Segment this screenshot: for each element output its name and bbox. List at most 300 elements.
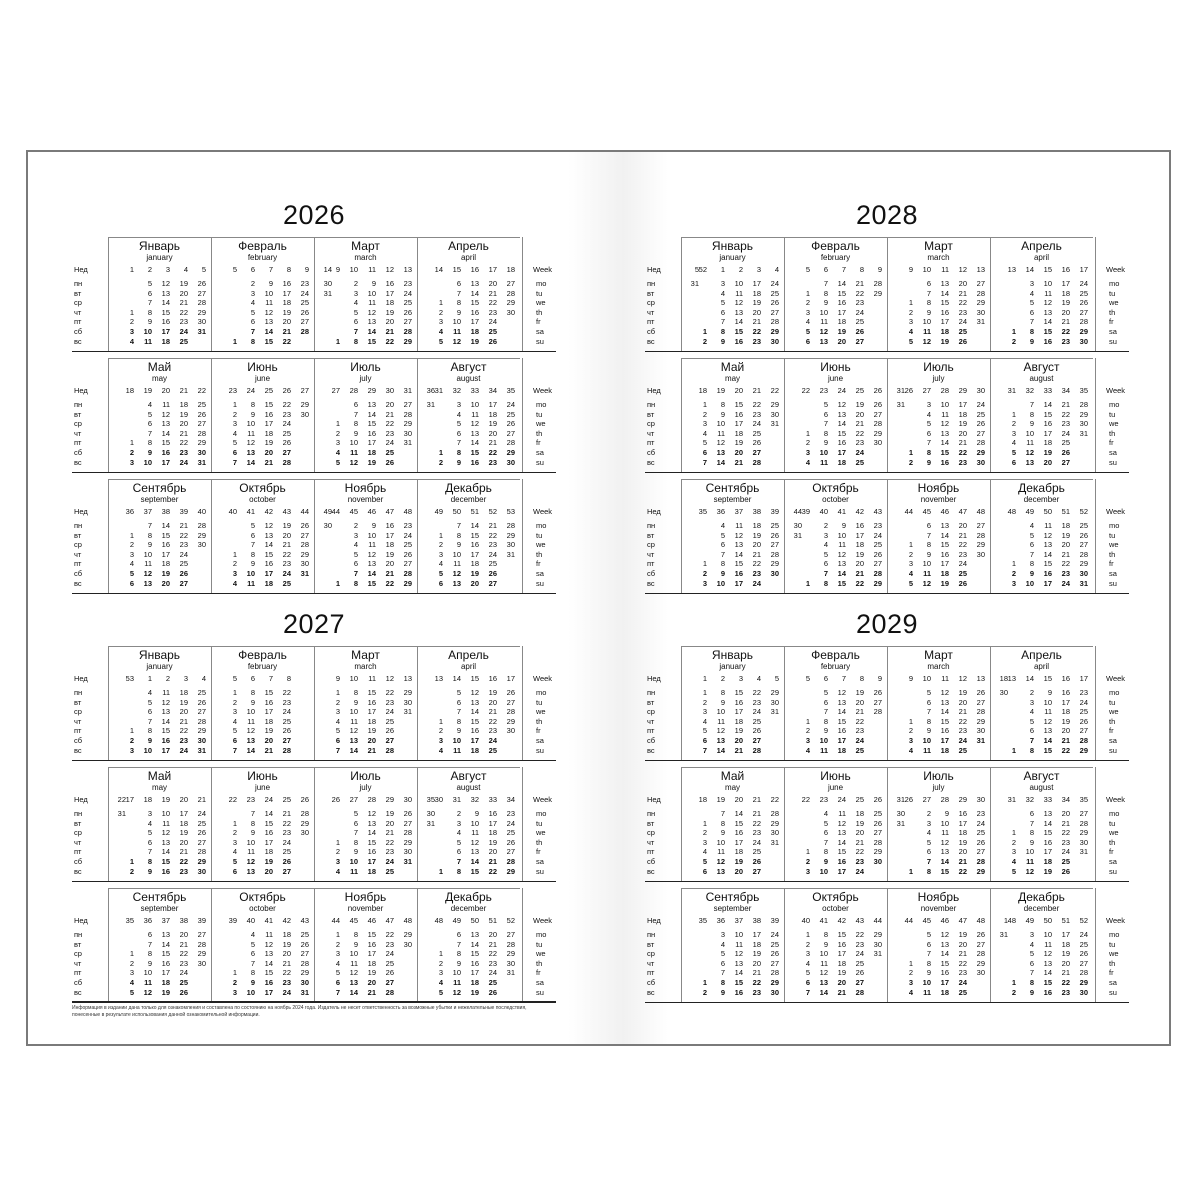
day-cell: 22	[752, 818, 761, 828]
week-number: 34	[1061, 795, 1070, 804]
quarter-row	[72, 644, 556, 765]
day-cell: 11	[471, 409, 479, 419]
day-cell: 10	[264, 288, 273, 298]
day-cell: 2	[805, 298, 810, 308]
week-number: 32	[1025, 386, 1034, 395]
day-cell: 20	[161, 578, 170, 588]
day-cell: 13	[367, 559, 376, 569]
weekday-label: пт	[647, 317, 655, 327]
day-cell: 4	[353, 298, 358, 308]
day-cell: 17	[470, 317, 479, 327]
day-cell: 14	[161, 521, 170, 530]
week-number: 32	[1025, 795, 1034, 804]
day-cell: 22	[282, 336, 291, 346]
day-cell: 6	[720, 958, 725, 968]
day-cell: 13	[264, 317, 273, 327]
day-cell: 24	[488, 968, 497, 978]
day-cell: 16	[161, 736, 170, 745]
week-number: 43	[873, 507, 882, 516]
weekday-label: пн	[74, 400, 83, 409]
day-cell: 20	[488, 428, 497, 438]
day-cell: 14	[1043, 818, 1052, 828]
day-cell: 31	[403, 707, 412, 717]
day-cell: 9	[926, 457, 931, 467]
week-number: 2	[738, 265, 743, 274]
day-cell: 21	[1061, 968, 1070, 978]
week-number: 29	[367, 386, 376, 395]
day-cell: 16	[1043, 419, 1052, 429]
month-name-ru: Июнь	[247, 360, 278, 374]
day-cell: 30	[403, 939, 412, 949]
day-cell: 17	[385, 530, 394, 540]
day-cell: 3	[1011, 847, 1016, 857]
quarter-row	[72, 235, 556, 356]
day-cell: 25	[403, 540, 412, 550]
month-may	[108, 356, 211, 477]
day-cell: 2	[1011, 837, 1016, 847]
day-cell: 28	[976, 857, 985, 866]
month-top-rule	[681, 237, 784, 238]
day-cell: 4	[908, 569, 913, 578]
day-cell: 11	[923, 569, 931, 578]
day-cell: 15	[470, 448, 479, 457]
day-cell: 2	[353, 521, 358, 530]
week-number: 15	[470, 674, 479, 683]
day-cell: 2	[702, 987, 707, 997]
day-cell: 28	[300, 540, 309, 550]
day-cell: 5	[353, 809, 358, 818]
day-cell: 5	[438, 987, 443, 997]
day-cell: 24	[770, 279, 779, 288]
day-cell: 24	[752, 707, 761, 717]
day-cell: 13	[470, 279, 479, 288]
weekday-label: sa	[536, 569, 544, 578]
week-number: 1	[147, 674, 152, 683]
day-cell: 3	[353, 288, 358, 298]
day-cell: 16	[367, 697, 376, 707]
month-name-ru: Сентябрь	[705, 890, 760, 904]
day-cell: 18	[734, 716, 743, 726]
day-cell: 7	[720, 809, 725, 818]
week-number: 16	[1061, 265, 1070, 274]
week-number: 48	[976, 916, 985, 925]
day-cell: 28	[197, 939, 206, 949]
day-cell: 5	[702, 857, 707, 866]
day-cell: 16	[734, 987, 743, 997]
week-number: 12	[385, 265, 394, 274]
week-number: 10	[349, 674, 358, 683]
day-cell: 10	[734, 279, 743, 288]
day-cell: 18	[367, 866, 376, 876]
day-cell: 25	[179, 336, 188, 346]
day-cell: 3	[335, 707, 340, 717]
day-cell: 25	[1079, 521, 1088, 530]
day-cell: 28	[197, 428, 206, 438]
day-cell: 22	[958, 540, 967, 550]
day-cell: 16	[837, 857, 846, 866]
day-cell: 13	[940, 428, 949, 438]
week-number: 13	[403, 265, 412, 274]
month-may	[681, 356, 784, 477]
weekday-label: вт	[74, 530, 82, 540]
day-cell: 12	[1043, 716, 1052, 726]
day-cell: 22	[179, 438, 188, 448]
day-cell: 22	[385, 578, 394, 588]
week-number: 48	[1007, 916, 1016, 925]
day-cell: 12	[922, 578, 931, 588]
day-cell: 14	[161, 939, 170, 949]
weekday-label: sa	[1109, 327, 1117, 336]
month-april	[990, 644, 1093, 765]
day-cell: 24	[855, 307, 864, 317]
day-cell: 26	[976, 419, 985, 429]
month-february	[784, 235, 887, 356]
month-name-ru: Июль	[350, 769, 381, 783]
day-cell: 15	[1043, 978, 1052, 987]
day-cell: 23	[1079, 688, 1088, 697]
column-divider	[522, 358, 523, 472]
day-cell: 2	[232, 409, 237, 419]
day-cell: 1	[438, 298, 443, 308]
weekday-label: сб	[74, 736, 83, 745]
day-cell: 23	[179, 866, 188, 876]
day-cell: 2	[353, 279, 358, 288]
day-cell: 24	[282, 987, 291, 997]
day-cell: 30	[999, 688, 1008, 697]
day-cell: 1	[805, 288, 810, 298]
day-cell: 26	[976, 930, 985, 939]
day-cell: 30	[197, 958, 206, 968]
weekday-label: fr	[536, 847, 541, 857]
week-number: 13	[1007, 265, 1016, 274]
day-cell: 2	[702, 336, 707, 346]
day-cell: 20	[855, 697, 864, 707]
month-name-en: april	[460, 662, 477, 671]
month-name-en: may	[151, 783, 168, 792]
day-cell: 2	[702, 828, 707, 838]
day-cell: 17	[488, 818, 497, 828]
day-cell: 27	[770, 540, 779, 550]
month-name-ru: Июль	[923, 769, 954, 783]
day-cell: 13	[734, 307, 743, 317]
day-cell: 8	[353, 930, 358, 939]
day-cell: 16	[367, 847, 376, 857]
month-january	[681, 644, 784, 765]
day-cell: 30	[197, 317, 206, 327]
day-cell: 29	[403, 837, 412, 847]
week-number: 52	[506, 916, 515, 925]
month-top-rule	[417, 358, 520, 359]
day-cell: 24	[282, 837, 291, 847]
day-cell: 27	[873, 559, 882, 569]
week-number: 31	[896, 386, 905, 395]
disclaimer-footnote: Информация в издании дана только для ознакомления и составлена по состоянию на ноябрь 2024 года. Издатель не несет ответственность за возможные убытки и нежелательные последствия, понесенные в результате использования данной ознакомительной информации.	[72, 1005, 527, 1018]
day-cell: 29	[770, 688, 779, 697]
day-cell: 21	[958, 438, 967, 448]
day-cell: 5	[823, 818, 828, 828]
day-cell: 19	[385, 307, 394, 317]
day-cell: 13	[1043, 307, 1052, 317]
day-cell: 1	[908, 866, 913, 876]
weekday-labels-en	[522, 644, 556, 765]
day-cell: 12	[452, 987, 461, 997]
day-cell: 23	[855, 438, 864, 448]
day-cell: 6	[353, 559, 358, 569]
day-cell: 8	[720, 559, 725, 569]
weekday-label: сб	[647, 857, 656, 866]
day-cell: 1	[129, 307, 134, 317]
day-cell: 5	[456, 837, 461, 847]
day-cell: 13	[940, 939, 949, 949]
weekday-labels-ru	[72, 235, 108, 356]
day-cell: 26	[752, 726, 761, 736]
day-cell: 11	[717, 716, 725, 726]
day-cell: 4	[147, 818, 152, 828]
month-top-rule	[108, 358, 211, 359]
day-cell: 30	[300, 978, 309, 987]
weekday-label: sa	[1109, 736, 1117, 745]
day-cell: 21	[282, 809, 291, 818]
week-number: 17	[488, 265, 497, 274]
week-number: 45	[922, 916, 931, 925]
week-number: 28	[349, 386, 358, 395]
day-cell: 19	[161, 987, 170, 997]
day-cell: 10	[716, 707, 725, 717]
week-number: 31	[452, 795, 461, 804]
week-number: 52	[1079, 507, 1088, 516]
day-cell: 30	[300, 828, 309, 838]
day-cell: 25	[752, 716, 761, 726]
day-cell: 9	[823, 939, 828, 949]
week-number: 10	[349, 265, 358, 274]
day-cell: 4	[438, 745, 443, 755]
day-cell: 2	[335, 847, 340, 857]
day-cell: 3	[129, 327, 134, 336]
week-number: 44	[873, 916, 882, 925]
weekday-label: пт	[647, 438, 655, 448]
day-cell: 28	[403, 327, 412, 336]
week-number: 35	[698, 507, 707, 516]
month-name-ru: Август	[450, 769, 487, 783]
day-cell: 10	[1025, 847, 1034, 857]
week-number: 40	[819, 507, 828, 516]
day-cell: 1	[805, 716, 810, 726]
week-number: 28	[940, 795, 949, 804]
week-number: 51	[470, 507, 479, 516]
day-cell: 2	[805, 438, 810, 448]
weekday-label: пт	[74, 968, 82, 978]
day-cell: 5	[147, 697, 152, 707]
day-cell: 13	[246, 736, 255, 745]
day-cell: 25	[282, 716, 291, 726]
day-cell: 21	[855, 707, 864, 717]
weekday-label: tu	[536, 409, 543, 419]
day-cell: 15	[367, 837, 376, 847]
day-cell: 4	[805, 457, 810, 467]
day-cell: 17	[1043, 578, 1052, 588]
week-number: 29	[958, 795, 967, 804]
day-cell: 25	[855, 317, 864, 327]
day-cell: 18	[1043, 438, 1052, 448]
month-name-en: october	[822, 904, 849, 913]
week-number: 21	[752, 386, 761, 395]
week-number: 14	[452, 674, 461, 683]
day-cell: 18	[282, 298, 291, 308]
day-cell: 25	[385, 448, 394, 457]
month-june	[784, 356, 887, 477]
week-number: 16	[488, 674, 497, 683]
day-cell: 7	[250, 958, 255, 968]
week-number: 17	[506, 674, 515, 683]
day-cell: 1	[335, 837, 340, 847]
day-cell: 18	[470, 978, 479, 987]
day-cell: 25	[752, 847, 761, 857]
week-number: 6	[250, 674, 255, 683]
day-cell: 1	[702, 327, 707, 336]
week-number: 50	[452, 507, 461, 516]
day-cell: 23	[752, 569, 761, 578]
week-number: 7	[268, 674, 273, 683]
day-cell: 23	[976, 809, 985, 818]
day-cell: 26	[197, 828, 206, 838]
day-cell: 23	[855, 726, 864, 736]
day-cell: 16	[264, 978, 273, 987]
day-cell: 25	[385, 716, 394, 726]
day-cell: 9	[1029, 987, 1034, 997]
week-number: 26	[282, 386, 291, 395]
day-cell: 22	[958, 958, 967, 968]
day-cell: 16	[161, 540, 170, 550]
day-cell: 30	[976, 726, 985, 736]
week-number: 51	[488, 916, 497, 925]
day-cell: 24	[1061, 578, 1070, 588]
day-cell: 10	[470, 400, 479, 409]
week-number: 25	[855, 795, 864, 804]
day-cell: 6	[147, 707, 152, 717]
day-cell: 2	[805, 726, 810, 736]
day-cell: 28	[770, 317, 779, 327]
day-cell: 20	[734, 866, 743, 876]
day-cell: 27	[1079, 809, 1088, 818]
day-cell: 26	[403, 809, 412, 818]
day-cell: 9	[250, 828, 255, 838]
day-cell: 5	[129, 569, 134, 578]
day-cell: 9	[926, 968, 931, 978]
day-cell: 20	[282, 530, 291, 540]
day-cell: 13	[161, 288, 170, 298]
day-cell: 28	[976, 949, 985, 959]
day-cell: 27	[403, 818, 412, 828]
month-july	[314, 765, 417, 886]
day-cell: 10	[819, 307, 828, 317]
day-cell: 1	[129, 530, 134, 540]
week-number: 4	[756, 674, 761, 683]
day-cell: 18	[179, 818, 188, 828]
day-cell: 9	[720, 828, 725, 838]
weekday-label: tu	[536, 530, 543, 540]
day-cell: 1	[129, 726, 134, 736]
week-number: 35	[506, 386, 515, 395]
day-cell: 9	[823, 857, 828, 866]
day-cell: 14	[264, 809, 273, 818]
day-cell: 21	[837, 987, 846, 997]
day-cell: 16	[940, 968, 949, 978]
column-divider	[1095, 358, 1096, 472]
day-cell: 28	[770, 809, 779, 818]
quarter-row	[72, 765, 556, 886]
day-cell: 28	[300, 809, 309, 818]
day-cell: 29	[300, 400, 309, 409]
month-april	[990, 235, 1093, 356]
month-top-rule	[784, 888, 887, 889]
day-cell: 8	[250, 688, 255, 697]
day-cell: 29	[1079, 828, 1088, 838]
day-cell: 31	[896, 818, 905, 828]
day-cell: 20	[837, 336, 846, 346]
week-number-label: Week	[1106, 674, 1126, 683]
day-cell: 12	[1043, 298, 1052, 308]
day-cell: 7	[926, 707, 931, 717]
day-cell: 2	[1011, 336, 1016, 346]
day-cell: 21	[1061, 736, 1070, 745]
week-number: 39	[179, 507, 188, 516]
week-number: 8	[859, 674, 864, 683]
day-cell: 10	[922, 736, 931, 745]
day-cell: 11	[717, 428, 725, 438]
day-cell: 1	[232, 818, 237, 828]
day-cell: 30	[403, 847, 412, 857]
day-cell: 5	[1029, 530, 1034, 540]
day-cell: 3	[720, 930, 725, 939]
day-cell: 20	[958, 428, 967, 438]
weekday-label: пн	[74, 688, 83, 697]
weekday-label: чт	[74, 958, 82, 968]
week-number: 48	[976, 507, 985, 516]
weekday-label: вт	[647, 697, 655, 707]
weekday-label: su	[1109, 866, 1117, 876]
day-cell: 28	[197, 716, 206, 726]
weekday-label: we	[536, 298, 546, 308]
day-cell: 28	[385, 745, 394, 755]
month-july	[314, 356, 417, 477]
day-cell: 4	[335, 958, 340, 968]
week-number: 36	[143, 916, 152, 925]
day-cell: 3	[335, 949, 340, 959]
weekday-labels-en	[1095, 886, 1129, 1007]
day-cell: 31	[770, 837, 779, 847]
day-cell: 29	[197, 307, 206, 317]
day-cell: 16	[940, 457, 949, 467]
day-cell: 18	[752, 521, 761, 530]
day-cell: 8	[353, 837, 358, 847]
day-cell: 2	[823, 521, 828, 530]
month-top-rule	[784, 646, 887, 647]
day-cell: 29	[197, 438, 206, 448]
day-cell: 15	[264, 688, 273, 697]
day-cell: 19	[940, 336, 949, 346]
day-cell: 20	[385, 317, 394, 327]
day-cell: 26	[855, 968, 864, 978]
day-cell: 21	[367, 745, 376, 755]
week-number: 46	[940, 916, 949, 925]
week-number: 48	[403, 507, 412, 516]
day-cell: 30	[403, 697, 412, 707]
day-cell: 13	[367, 317, 376, 327]
day-cell: 14	[734, 549, 743, 559]
day-cell: 14	[161, 298, 170, 308]
day-cell: 11	[735, 521, 743, 530]
day-cell: 7	[720, 317, 725, 327]
